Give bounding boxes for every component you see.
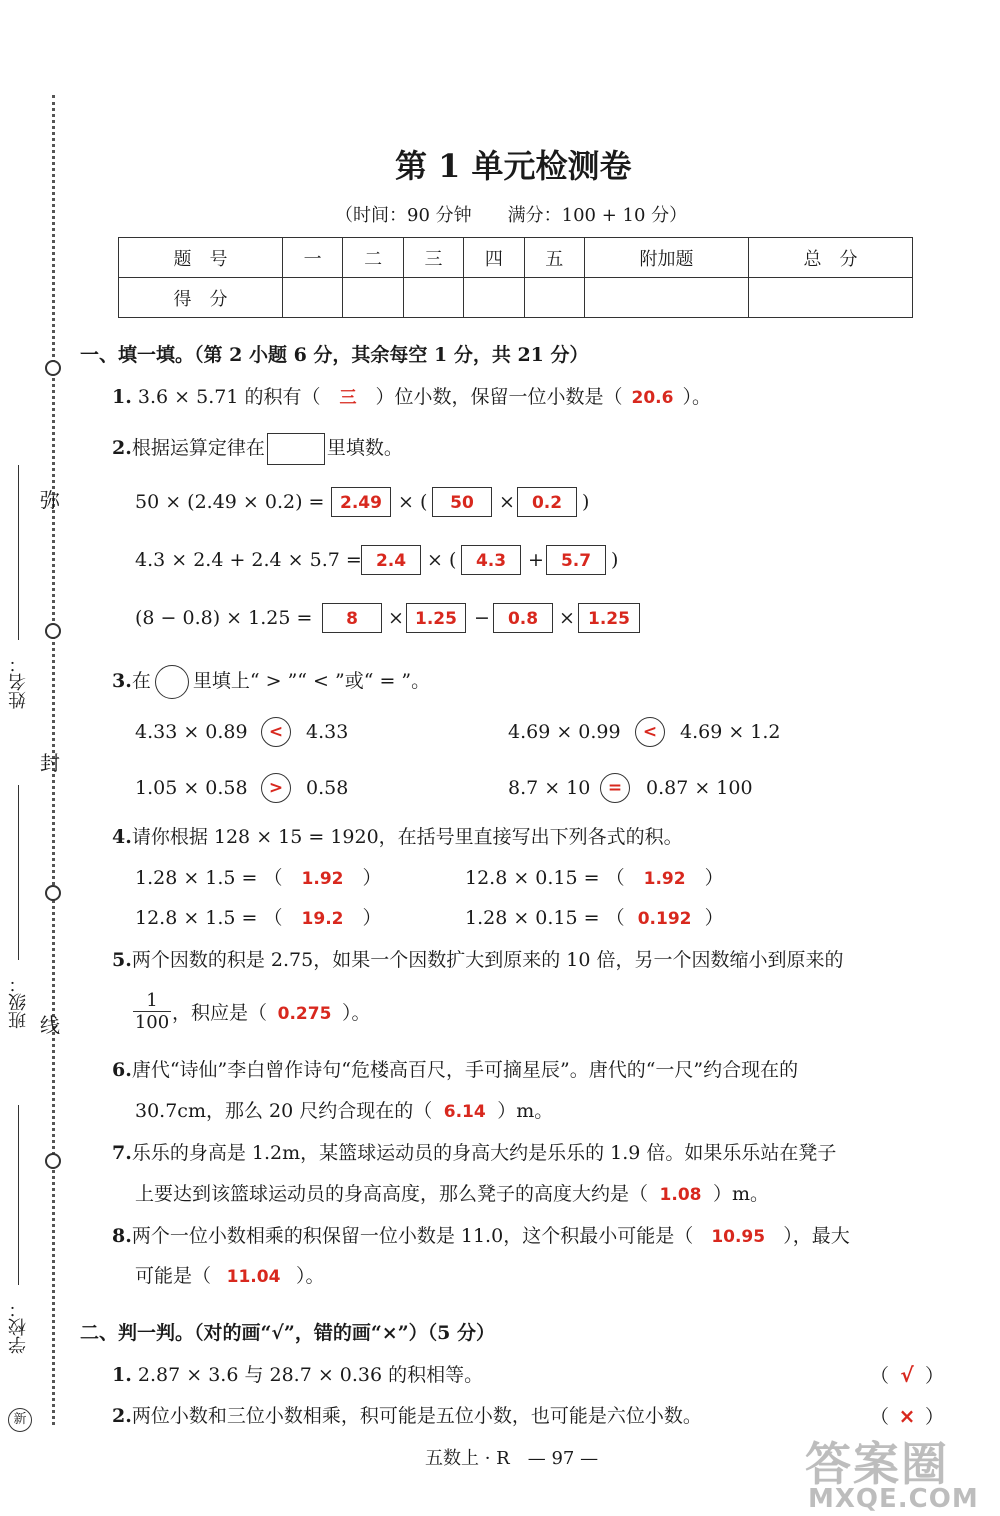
compare-right: 0.58	[306, 777, 349, 799]
score-cell[interactable]	[464, 278, 524, 318]
sample-circle	[155, 665, 189, 699]
answer-circle: =	[600, 773, 630, 803]
compare-left: 4.33 × 0.89	[135, 721, 248, 743]
answer-box: 0.8	[493, 603, 553, 633]
answer: 6.14	[443, 1102, 486, 1122]
eq-op: ×	[559, 607, 575, 629]
eq-op: +	[528, 549, 544, 571]
header-cell: 四	[464, 238, 524, 278]
eq-lhs: (8 − 0.8) × 1.25 =	[135, 607, 313, 629]
q-text: 两个一位小数相乘的积保留一位小数是 11.0，这个积最小可能是（	[131, 1225, 694, 1247]
compare-left: 4.69 × 0.99	[508, 721, 621, 743]
answer: 19.2	[301, 909, 344, 929]
q6-line2	[135, 1099, 553, 1124]
judge-answer: （ × ）	[870, 1404, 945, 1428]
section1-heading: 一、填一填。（第 2 小题 6 分，其余每空 1 分，共 21 分）	[80, 344, 589, 366]
q-text: ），最大	[783, 1225, 850, 1247]
page-subtitle: （时间：90 分钟 满分：100 + 10 分）	[335, 205, 688, 226]
q-text: 两个因数的积是 2.75，如果一个因数扩大到原来的 10 倍，另一个因数缩小到原来的	[131, 949, 844, 971]
fraction-numerator: 1	[146, 990, 158, 1011]
answer: √	[900, 1363, 914, 1387]
school-label: 学校：	[8, 1300, 29, 1354]
q-number: 6.	[112, 1059, 132, 1081]
answer: 11.04	[226, 1267, 281, 1287]
q7-line2	[135, 1182, 769, 1207]
judge-item	[112, 1363, 483, 1387]
q8	[112, 1224, 850, 1249]
answer-box: 2.49	[331, 487, 391, 517]
answer: 0.192	[637, 909, 692, 929]
q7	[112, 1141, 836, 1165]
q-text: ）m。	[713, 1183, 770, 1205]
score-cell[interactable]	[585, 278, 749, 318]
score-cell[interactable]	[343, 278, 403, 318]
fraction	[133, 990, 171, 1033]
q-text: 上要达到该篮球运动员的身高高度，那么凳子的高度大约是（	[135, 1183, 649, 1205]
q-text: 唐代“诗仙”李白曾作诗句“危楼高百尺，手可摘星辰”。唐代的“一尺”约合现在的	[131, 1059, 799, 1081]
q2	[112, 433, 403, 465]
q-text: 乐乐的身高是 1.2m，某篮球运动员的身高大约是乐乐的 1.9 倍。如果乐乐站在凳子	[131, 1142, 837, 1164]
score-cell[interactable]	[524, 278, 584, 318]
q-number: 1.	[112, 1364, 132, 1386]
binding-hole	[45, 885, 61, 901]
header-cell: 附加题	[585, 238, 749, 278]
answer: 1.92	[643, 869, 686, 889]
q5	[112, 948, 843, 972]
answer-box: 8	[322, 603, 382, 633]
binding-hole	[45, 360, 61, 376]
brand-logo: 新	[8, 1408, 32, 1432]
q-text: 里填上“ > ”“ < ”或“ = ”。	[192, 670, 431, 692]
answer: 1.08	[659, 1185, 702, 1205]
q-number: 7.	[112, 1142, 132, 1164]
header-cell: 五	[524, 238, 584, 278]
score-table	[118, 237, 913, 318]
compare-right: 0.87 × 100	[646, 777, 753, 799]
product-item	[465, 866, 724, 891]
answer-box: 5.7	[546, 545, 606, 575]
q-text: ，积应是（	[172, 1002, 268, 1024]
page-footer: 五数上 · R — 97 —	[425, 1448, 599, 1469]
q-text: 30.7cm，那么 20 尺约合现在的（	[135, 1100, 433, 1122]
q-text: 12.8 × 0.15 = （	[465, 867, 625, 889]
answer: 10.95	[711, 1227, 766, 1247]
fraction-denominator: 100	[134, 1012, 170, 1033]
score-cell[interactable]	[403, 278, 463, 318]
compare-left: 8.7 × 10	[508, 777, 591, 799]
q3	[112, 665, 430, 699]
q-number: 8.	[112, 1225, 132, 1247]
answer-box: 4.3	[461, 545, 521, 575]
q-text: ）。	[342, 1002, 371, 1024]
answer-box: 1.25	[578, 603, 640, 633]
q1	[112, 385, 711, 410]
sample-box	[267, 433, 325, 465]
q-text: 1.28 × 0.15 = （	[465, 907, 625, 929]
q-number: 2.	[112, 437, 132, 459]
eq-op: × (	[398, 491, 428, 513]
answer-box: 0.2	[517, 487, 577, 517]
eq-op: )	[582, 491, 590, 513]
header-cell: 三	[403, 238, 463, 278]
q-number: 1.	[112, 386, 132, 408]
q-text: 3.6 × 5.71 的积有（	[137, 386, 321, 408]
answer: 三	[339, 388, 357, 408]
binding-char-mi: 弥	[40, 488, 60, 512]
answer-circle: <	[635, 717, 665, 747]
q-text: ）	[704, 907, 724, 929]
class-label: 班级：	[8, 975, 29, 1029]
q6	[112, 1058, 798, 1082]
answer: 1.92	[301, 869, 344, 889]
eq-op: )	[611, 549, 619, 571]
watermark-url: MXQE.COM	[808, 1484, 979, 1514]
q-text: 可能是（	[135, 1265, 212, 1287]
school-line	[18, 1105, 19, 1285]
watermark-text: 答案圈	[805, 1437, 949, 1491]
answer: 20.6	[631, 388, 674, 408]
answer: 0.275	[277, 1004, 332, 1024]
q-text: 2.87 × 3.6 与 28.7 × 0.36 的积相等。	[137, 1364, 484, 1386]
binding-char-feng: 封	[40, 751, 60, 775]
product-item	[135, 906, 382, 931]
name-line	[18, 465, 19, 640]
product-item	[465, 906, 724, 931]
q-text: ）	[362, 907, 382, 929]
header-cell: 总 分	[748, 238, 912, 278]
q5-answer-line	[172, 1001, 371, 1026]
answer-box: 1.25	[406, 603, 466, 633]
header-cell: 题 号	[119, 238, 283, 278]
eq-lhs: 4.3 × 2.4 + 2.4 × 5.7 =	[135, 549, 362, 571]
q-number: 2.	[112, 1405, 132, 1427]
binding-char-xian: 线	[40, 1013, 60, 1037]
product-item	[135, 866, 382, 891]
q-text: ）	[704, 867, 724, 889]
eq-op: ×	[388, 607, 404, 629]
class-line	[18, 785, 19, 960]
q-text: 12.8 × 1.5 = （	[135, 907, 283, 929]
q-text: ）位小数，保留一位小数是（	[375, 386, 623, 408]
q-text: 两位小数和三位小数相乘，积可能是五位小数，也可能是六位小数。	[131, 1405, 702, 1427]
q-text: 根据运算定律在	[131, 437, 265, 459]
score-cell[interactable]	[282, 278, 342, 318]
q-number: 5.	[112, 949, 132, 971]
header-cell: 二	[343, 238, 403, 278]
q-text: 在	[131, 670, 151, 692]
q-text: 1.28 × 1.5 = （	[135, 867, 283, 889]
q-text: ）	[362, 867, 382, 889]
compare-right: 4.69 × 1.2	[680, 721, 781, 743]
eq-op: −	[474, 607, 490, 629]
q-text: ）m。	[497, 1100, 554, 1122]
section2-heading: 二、判一判。（对的画“√”，错的画“×”）（5 分）	[80, 1322, 495, 1344]
q4	[112, 825, 683, 849]
q-text: 里填数。	[326, 437, 403, 459]
eq-lhs: 50 × (2.49 × 0.2) =	[135, 491, 325, 513]
score-label-cell: 得 分	[119, 278, 283, 318]
q-text: 请你根据 128 × 15 = 1920，在括号里直接写出下列各式的积。	[131, 826, 683, 848]
q8-line2	[135, 1264, 325, 1289]
answer-circle: <	[261, 717, 291, 747]
answer-box: 50	[432, 487, 492, 517]
judge-item	[112, 1404, 702, 1428]
binding-hole	[45, 1153, 61, 1169]
q-text: ）。	[296, 1265, 325, 1287]
compare-left: 1.05 × 0.58	[135, 777, 248, 799]
q-text: ）。	[682, 386, 711, 408]
score-cell[interactable]	[748, 278, 912, 318]
q-number: 3.	[112, 670, 132, 692]
eq-op: ×	[499, 491, 515, 513]
compare-right: 4.33	[306, 721, 349, 743]
name-label: 姓名：	[8, 655, 29, 709]
answer: ×	[898, 1404, 916, 1428]
eq-op: × (	[427, 549, 457, 571]
answer-box: 2.4	[361, 545, 421, 575]
judge-answer: （ √ ）	[870, 1363, 945, 1387]
q-number: 4.	[112, 826, 132, 848]
answer-circle: >	[261, 773, 291, 803]
header-cell: 一	[282, 238, 342, 278]
binding-hole	[45, 623, 61, 639]
page-title: 第 1 单元检测卷	[395, 147, 632, 185]
